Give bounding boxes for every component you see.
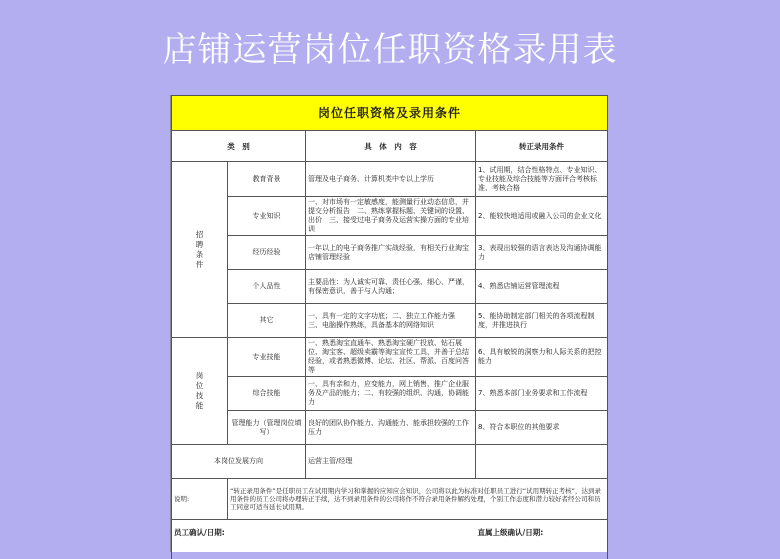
- row-condition: 8、符合本职位的其他要求: [476, 411, 608, 445]
- table-row: [172, 377, 608, 411]
- note-label: 说明:: [172, 479, 228, 520]
- row-condition: 1、试用期，结合性格特点、专业知识、专业技能及综合技能等方面评合考核标准、考核合格: [476, 162, 608, 197]
- row-item: 个人品性: [228, 270, 306, 304]
- qualification-form: [170, 95, 608, 552]
- group-skills-label: 岗位技能: [196, 371, 204, 411]
- signature-row: [172, 520, 608, 559]
- row-item: 经历经验: [228, 236, 306, 270]
- group-recruit-label: 招聘条件: [196, 230, 204, 270]
- direction-label: 本岗位发展方向: [172, 445, 306, 479]
- employee-sign: 员工确认/日期:: [172, 520, 476, 559]
- row-item: 专业技能: [228, 338, 306, 377]
- row-condition: 5、能协助制定部门相关的各项流程制度，并推进执行: [476, 304, 608, 338]
- row-condition: 7、熟悉本部门业务要求和工作流程: [476, 377, 608, 411]
- form-title-row: [172, 96, 608, 131]
- row-item: 专业知识: [228, 197, 306, 236]
- col-conditions: 转正录用条件: [476, 131, 608, 162]
- row-item: 其它: [228, 304, 306, 338]
- direction-empty: [476, 445, 608, 479]
- table-row: [172, 236, 608, 270]
- note-row: [172, 479, 608, 520]
- row-content: 一、对市场有一定敏感度，能测量行业动态信息，并提交分析报告 二、熟练掌握标题、关键词的设置、出价 三、接受过电子商务及运营实操方面的专业培训: [306, 197, 476, 236]
- row-content: 主要品性：为人诚实可靠、责任心强、细心、严谨，有保密意识，善于与人沟通；: [306, 270, 476, 304]
- table-row: [172, 270, 608, 304]
- table-row: [172, 162, 608, 197]
- note-text: “转正录用条件”是任职员工在试用期内学习和掌握的应知应会知识，公司将以此为标准对任职员工进行“试用期转正考核”，达到录用条件的员工公司将办理转正手续，达不到录用条件的公司将作不符合录用条件解约处理，个别工作态度和潜力较好者经公司和员工同意可适当延长试用期。: [228, 479, 608, 520]
- page-title: 店铺运营岗位任职资格录用表: [0, 22, 780, 71]
- col-content: 具 体 内 容: [306, 131, 476, 162]
- row-item: 管理能力（管理岗位填写）: [228, 411, 306, 445]
- row-content: 一、熟悉淘宝直通车、熟悉淘宝硬广投放、钻石展位、淘宝客、超级卖霸等淘宝宣传工具，并善于总结经验，或者熟悉微博、论坛、社区、帮派、百度问答等: [306, 338, 476, 377]
- form-title: 岗位任职资格及录用条件: [172, 96, 608, 131]
- table-row: [172, 304, 608, 338]
- supervisor-sign: 直属上级确认/日期:: [476, 520, 608, 559]
- direction-row: [172, 445, 608, 479]
- direction-value: 运营主管/经理: [306, 445, 476, 479]
- row-content: 良好的团队协作能力、沟通能力、能承担较强的工作压力: [306, 411, 476, 445]
- table-row: [172, 197, 608, 236]
- col-category: 类 别: [172, 131, 306, 162]
- row-item: 综合技能: [228, 377, 306, 411]
- row-content: 一年以上的电子商务推广实战经验，有相关行业淘宝店铺管理经验: [306, 236, 476, 270]
- row-condition: 2、能较快地适用或融入公司的企业文化: [476, 197, 608, 236]
- row-item: 教育背景: [228, 162, 306, 197]
- table-row: [172, 411, 608, 445]
- row-content: 管理及电子商务、计算机类中专以上学历: [306, 162, 476, 197]
- group-recruit: [172, 162, 228, 338]
- group-skills: [172, 338, 228, 445]
- row-content: 一、具有亲和力，应变能力，网上销售，推广企业服务及产品的能力；二、有较强的组织、沟通、协调能力: [306, 377, 476, 411]
- row-condition: 6、具有敏锐的洞察力和人际关系的把控能力: [476, 338, 608, 377]
- row-condition: 3、表现出较强的语言表达及沟通协调能力: [476, 236, 608, 270]
- form-table: [171, 95, 608, 559]
- row-condition: 4、熟悉店铺运营管理流程: [476, 270, 608, 304]
- table-row: [172, 338, 608, 377]
- row-content: 一、具有一定的文字功底；二、独立工作能力强 三、电脑操作熟练，具备基本的网络知识: [306, 304, 476, 338]
- column-header-row: [172, 131, 608, 162]
